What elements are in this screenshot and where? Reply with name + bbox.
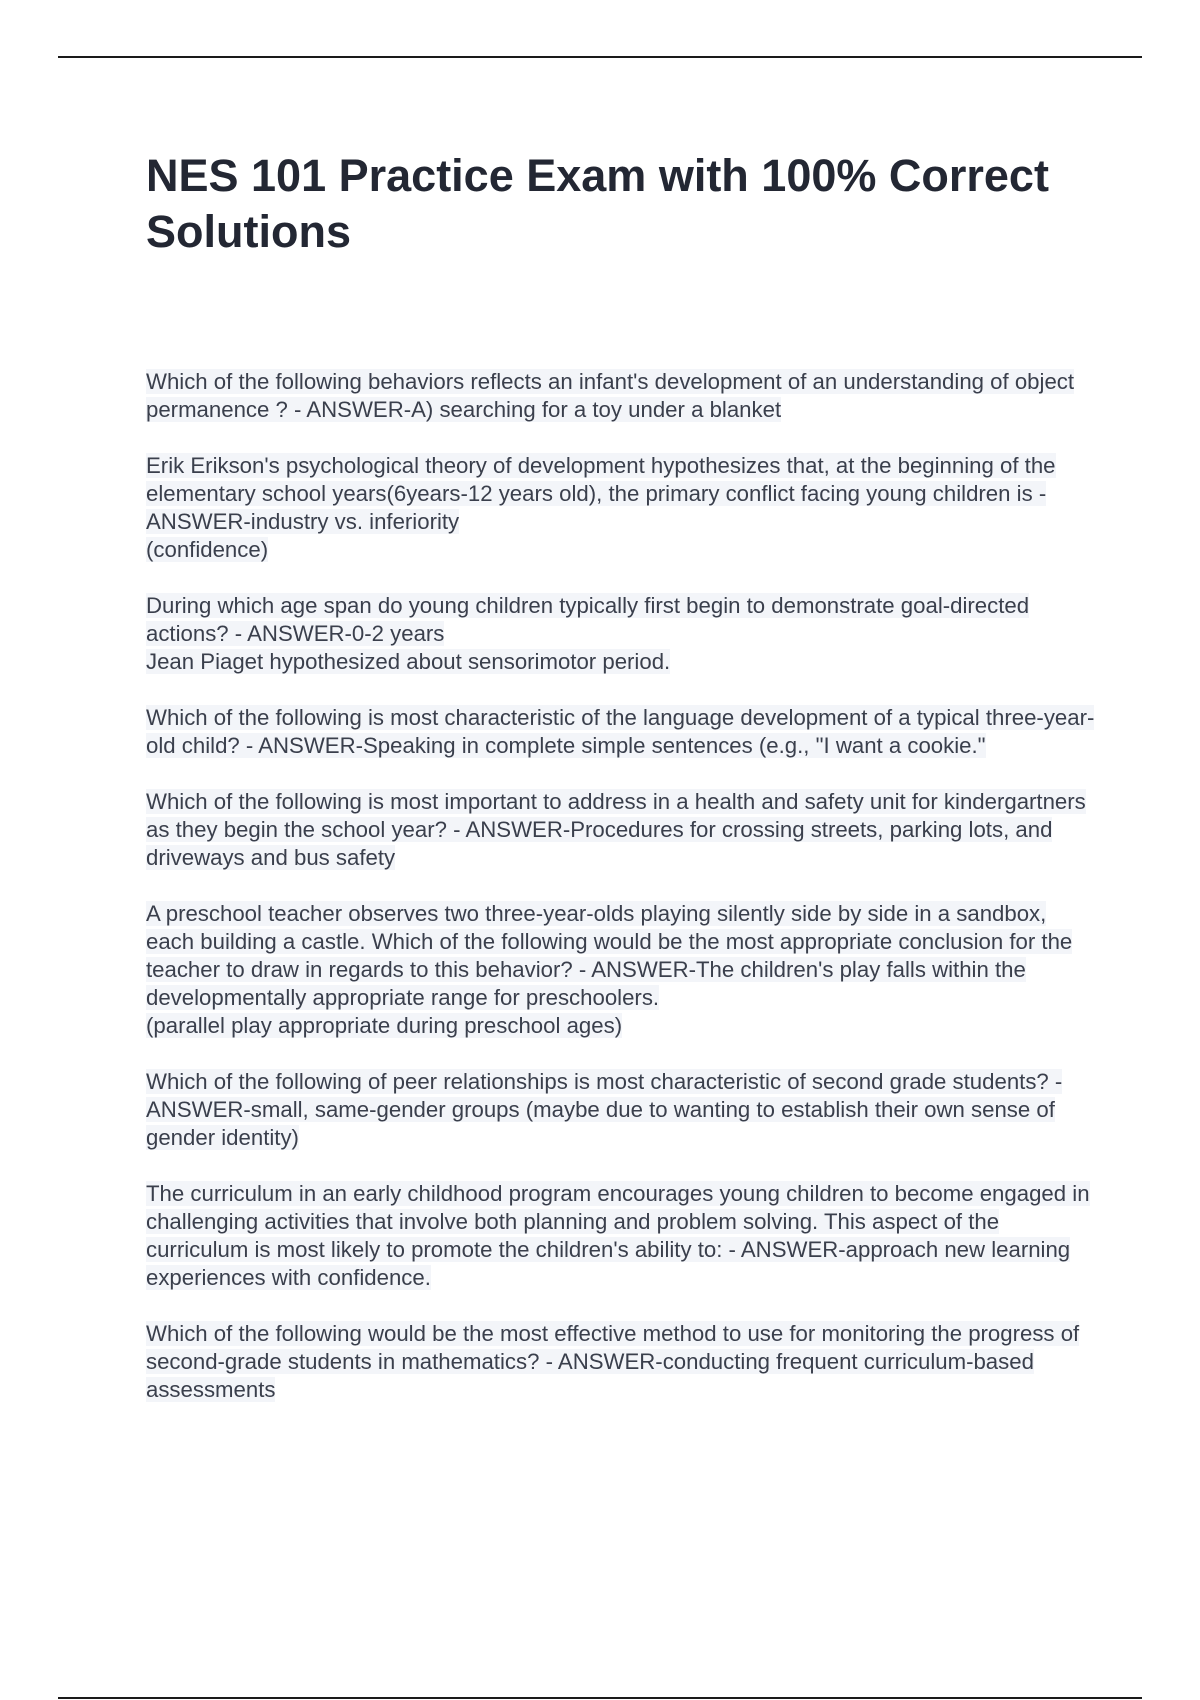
qa-text: A preschool teacher observes two three-year-olds playing silently side by side in a sandbox, each building a castle. Which of the following would be the most appropriate conclusion for the teacher to draw in regards to this behavior? - ANSWER-The children's play falls within the developmentally appropriate range for preschoolers. [146, 901, 1073, 1010]
qa-text: Which of the following is most characteristic of the language development of a typical three-year-old child? - ANSWER-Speaking in complete simple sentences (e.g., "I want a cookie." [146, 705, 1095, 758]
top-divider [58, 56, 1142, 58]
qa-item-7 [146, 1068, 1096, 1152]
qa-item-4 [146, 704, 1096, 760]
qa-note-text: (parallel play appropriate during preschool ages) [146, 1013, 623, 1038]
qa-item-9 [146, 1320, 1096, 1404]
qa-item-5 [146, 788, 1096, 872]
qa-note [146, 648, 1096, 676]
qa-text: During which age span do young children typically first begin to demonstrate goal-directed actions? - ANSWER-0-2 years [146, 593, 1030, 646]
qa-note [146, 1012, 1096, 1040]
page-title: NES 101 Practice Exam with 100% Correct Solutions [146, 150, 1049, 257]
qa-text: Which of the following would be the most effective method to use for monitoring the progress of second-grade students in mathematics? - ANSWER-conducting frequent curriculum-based assessments [146, 1321, 1080, 1402]
qa-note-text: Jean Piaget hypothesized about sensorimotor period. [146, 649, 671, 674]
qa-item-1 [146, 368, 1096, 424]
qa-text: Which of the following behaviors reflects an infant's development of an understanding of object permanence ? - ANSWER-A) searching for a toy under a blanket [146, 369, 1075, 422]
qa-item-3 [146, 592, 1096, 676]
qa-text: Which of the following of peer relationships is most characteristic of second grade students? - ANSWER-small, same-gender groups (maybe due to wanting to establish their own sense of gender identity) [146, 1069, 1063, 1150]
qa-text: The curriculum in an early childhood program encourages young children to become engaged in challenging activities that involve both planning and problem solving. This aspect of the curriculum is most likely to promote the children's ability to: - ANSWER-approach new learning experiences with confidence. [146, 1181, 1090, 1290]
qa-text: Which of the following is most important to address in a health and safety unit for kindergartners as they begin the school year? - ANSWER-Procedures for crossing streets, parking lots, and driveways and bus safety [146, 789, 1086, 870]
qa-note-text: (confidence) [146, 537, 269, 562]
qa-note [146, 536, 1096, 564]
qa-item-6 [146, 900, 1096, 1040]
qa-item-2 [146, 452, 1096, 564]
question-answer-list [146, 368, 1096, 1432]
qa-item-8 [146, 1180, 1096, 1292]
bottom-divider [58, 1697, 1142, 1699]
qa-text: Erik Erikson's psychological theory of development hypothesizes that, at the beginning of the elementary school years(6years-12 years old), the primary conflict facing young children is - ANSWER-industry vs. inferiority [146, 453, 1056, 534]
